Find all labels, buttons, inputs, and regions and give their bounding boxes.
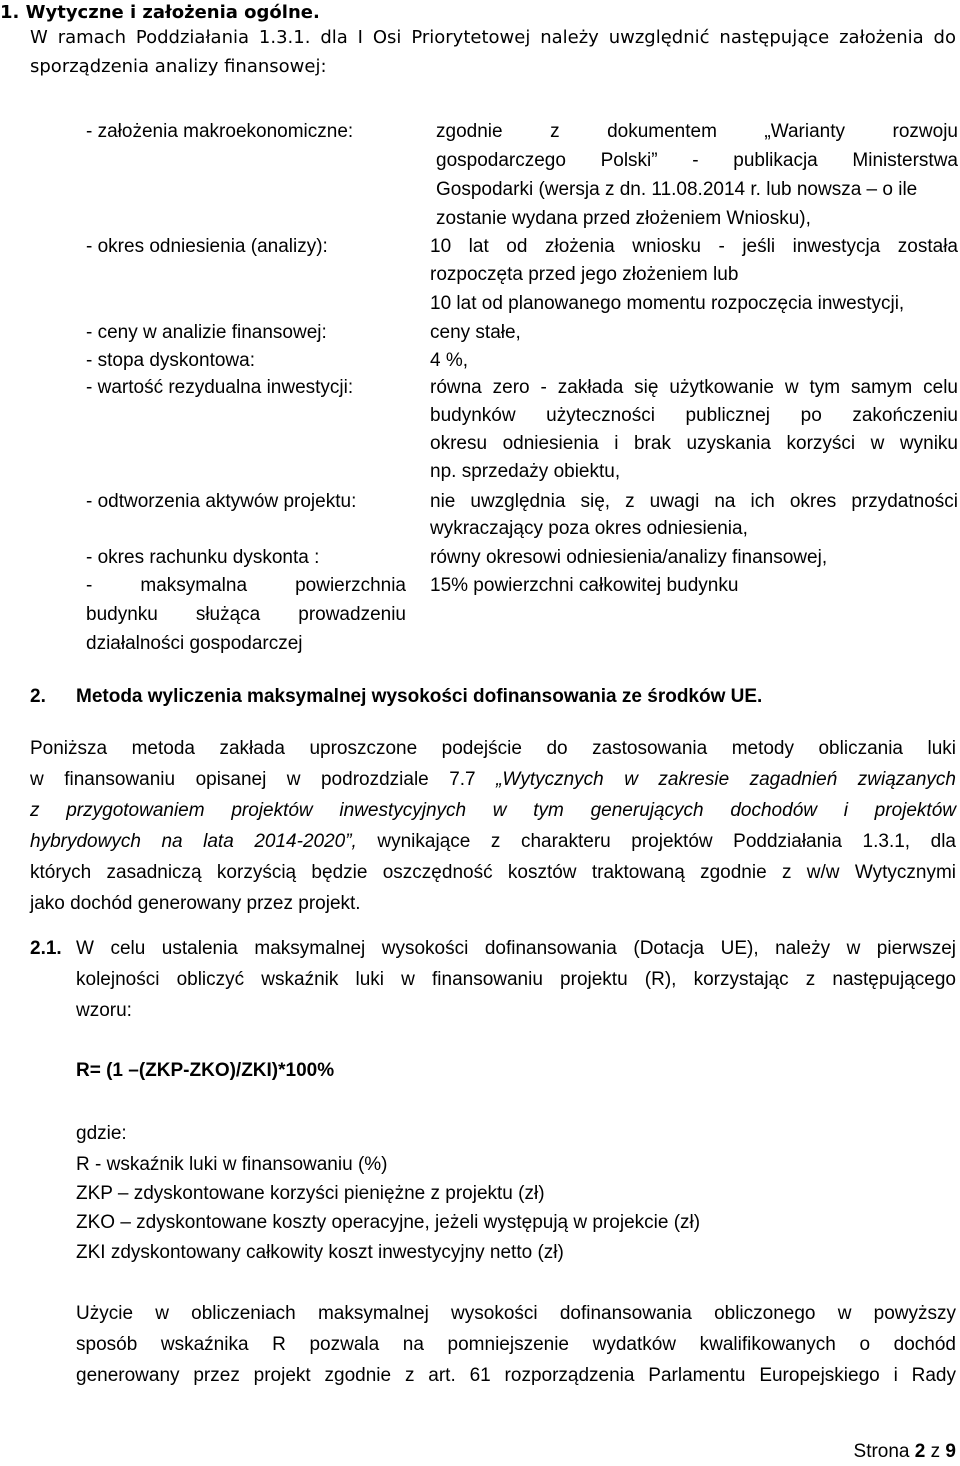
assumption-value: zgodnie z dokumentem „Warianty rozwoju <box>436 121 958 142</box>
assumption-label: - odtworzenia aktywów projektu: <box>86 491 357 512</box>
method-line: Poniższa metoda zakłada uproszczone podejście do zastosowania metody obliczania luki <box>30 738 956 759</box>
subsection-line: wzoru: <box>76 1000 132 1021</box>
method-line: jako dochód generowany przez projekt. <box>30 893 361 914</box>
subsection-number: 2.1. <box>30 938 62 959</box>
assumption-value: Gospodarki (wersja z dn. 11.08.2014 r. lub nowsza – o ile <box>436 179 918 200</box>
assumption-value: 10 lat od złożenia wniosku - jeśli inwestycja została <box>430 236 958 257</box>
method-line: hybrydowych na lata 2014-2020”, wynikające z charakteru projektów Poddziałania 1.3.1, dla <box>30 831 956 852</box>
assumption-value: ceny stałe, <box>430 322 521 343</box>
usage-line: Użycie w obliczeniach maksymalnej wysokości dofinansowania obliczonego w powyższy <box>76 1303 956 1324</box>
subsection-line: kolejności obliczyć wskaźnik luki w finansowaniu projektu (R), korzystając z następującego <box>76 969 956 990</box>
assumption-value: rozpoczęta przed jego złożeniem lub <box>430 264 739 285</box>
method-line: których zasadniczą korzyścią będzie oszczędność kosztów traktowaną zgodnie z w/w Wytycznymi <box>30 862 956 883</box>
assumption-label: - stopa dyskontowa: <box>86 350 255 371</box>
assumption-label: - maksymalna powierzchnia <box>86 575 406 596</box>
assumption-label: - okres odniesienia (analizy): <box>86 236 328 257</box>
usage-paragraph <box>76 1298 956 1391</box>
subsection-line: W celu ustalenia maksymalnej wysokości dofinansowania (Dotacja UE), należy w pierwszej <box>76 938 956 959</box>
definition-item: ZKP – zdyskontowane korzyści pieniężne z projektu (zł) <box>76 1183 545 1204</box>
assumption-label: - okres rachunku dyskonta : <box>86 547 320 568</box>
assumption-label: - założenia makroekonomiczne: <box>86 121 354 142</box>
section-2-heading: Metoda wyliczenia maksymalnej wysokości dofinansowania ze środków UE. <box>76 686 763 707</box>
assumption-value: okresu odniesienia i brak uzyskania korzyści w wyniku <box>430 433 958 454</box>
assumption-value: 15% powierzchni całkowitej budynku <box>430 575 739 596</box>
assumption-value: równa zero - zakłada się użytkowanie w tym samym celu <box>430 377 958 398</box>
assumption-value: równy okresowi odniesienia/analizy finansowej, <box>430 547 828 568</box>
method-line: z przygotowaniem projektów inwestycyjnych w tym generujących dochodów i projektów <box>30 800 956 821</box>
assumption-label: działalności gospodarczej <box>86 633 303 654</box>
subsection-paragraph <box>76 933 956 1026</box>
assumption-value: nie uwzględnia się, z uwagi na ich okres przydatności <box>430 491 958 512</box>
method-line: w finansowaniu opisanej w podrozdziale 7.7 „Wytycznych w zakresie zagadnień związanych <box>30 769 956 790</box>
usage-line: generowany przez projekt zgodnie z art. 61 rozporządzenia Parlamentu Europejskiego i Rady <box>76 1365 956 1386</box>
intro-line-2: sporządzenia analizy finansowej: <box>30 56 327 77</box>
method-paragraph <box>30 733 956 919</box>
page-number: Strona 2 z 9 <box>853 1441 956 1462</box>
assumption-value: gospodarczego Polski” - publikacja Ministerstwa <box>436 150 958 171</box>
definition-item: ZKI zdyskontowany całkowity koszt inwestycyjny netto (zł) <box>76 1242 564 1263</box>
where-label: gdzie: <box>76 1123 127 1144</box>
assumption-value: 4 %, <box>430 350 469 371</box>
section-1-heading: 1. Wytyczne i założenia ogólne. <box>0 2 320 23</box>
assumption-label: - wartość rezydualna inwestycji: <box>86 377 354 398</box>
assumption-value: zostanie wydana przed złożeniem Wniosku), <box>436 208 811 229</box>
assumption-value: budynków użyteczności publicznej po zakończeniu <box>430 405 958 426</box>
definition-item: ZKO – zdyskontowane koszty operacyjne, jeżeli występują w projekcie (zł) <box>76 1212 701 1233</box>
assumption-value: 10 lat od planowanego momentu rozpoczęcia inwestycji, <box>430 293 905 314</box>
assumption-value: wykraczający poza okres odniesienia, <box>430 518 748 539</box>
assumption-value: np. sprzedaży obiektu, <box>430 461 621 482</box>
usage-line: sposób wskaźnika R pozwala na pomniejszenie wydatków kwalifikowanych o dochód <box>76 1334 956 1355</box>
assumption-label: budynku służąca prowadzeniu <box>86 604 406 625</box>
formula: R= (1 –(ZKP-ZKO)/ZKI)*100% <box>76 1060 335 1081</box>
intro-line-1: W ramach Poddziałania 1.3.1. dla I Osi Priorytetowej należy uwzględnić następujące założenia do <box>30 27 956 48</box>
assumption-label: - ceny w analizie finansowej: <box>86 322 327 343</box>
section-2-number: 2. <box>30 686 46 707</box>
definition-item: R - wskaźnik luki w finansowaniu (%) <box>76 1154 388 1175</box>
